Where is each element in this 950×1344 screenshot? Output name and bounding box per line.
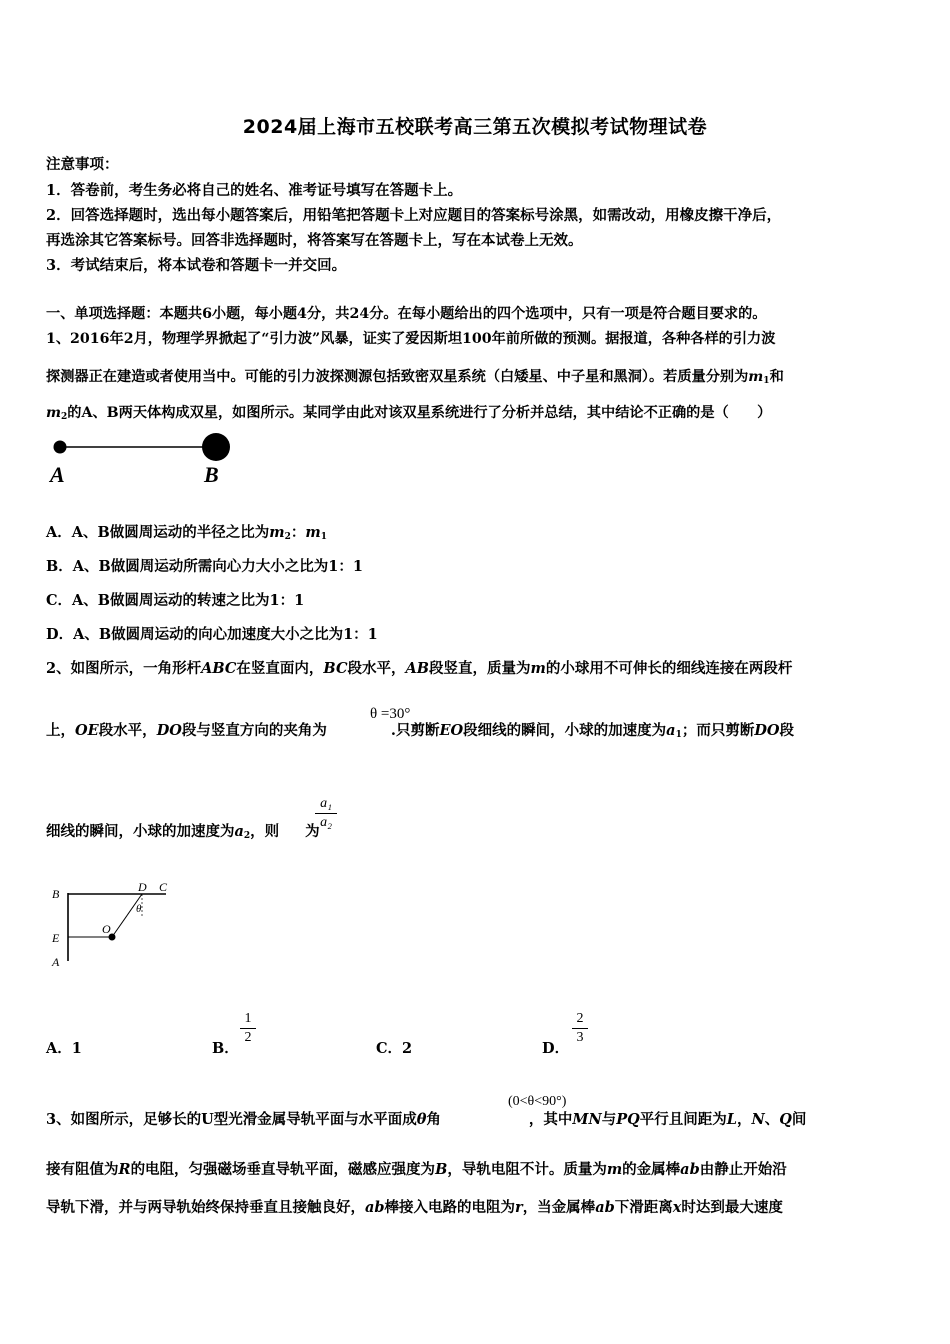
q1-line-1: 1、2016年2月，物理学界掀起了“引力波”风暴，证实了爱因斯坦100年前所做的预测。据报道，各种各样的引力波 — [46, 331, 776, 347]
label-o: O — [102, 922, 111, 936]
q2-option-d-label[interactable]: D． — [542, 1040, 570, 1057]
q1-line-2: 探测器正在建造或者使用当中。可能的引力波探测源包括致密双星系统（白矮星、中子星和黑洞）。若质量分别为$m_1$和 — [46, 369, 784, 386]
star-b-label: B — [204, 462, 219, 487]
binary-star-figure — [46, 430, 246, 490]
notice-item-1: 1．答卷前，考生务必将自己的姓名、准考证号填写在答题卡上。 — [46, 182, 463, 199]
star-b — [202, 433, 230, 461]
q1-option-b[interactable]: B．A、B做圆周运动所需向心力大小之比为1：1 — [46, 558, 363, 575]
star-a — [54, 441, 67, 454]
notice-item-3: 3．考试结束后，将本试卷和答题卡一并交回。 — [46, 257, 347, 274]
q1-line-3: $m_2$的A、B两天体构成双星，如图所示。某同学由此对该双星系统进行了分析并总结，其中结论不正确的是（ ） — [46, 405, 772, 422]
label-c: C — [159, 880, 168, 894]
q2-line-2: 上，OE段水平，DO段与竖直方向的夹角为 .只剪断EO段细线的瞬间，小球的加速度为$a_1$；而只剪断DO段 — [46, 722, 795, 740]
label-b: B — [52, 887, 60, 901]
ratio-denominator: a₂ — [320, 815, 332, 830]
ratio-numerator: a₁ — [320, 796, 332, 811]
q2-option-b-fraction[interactable]: 1 2 — [240, 1010, 256, 1047]
q3-angle-range: (0<θ<90°) — [508, 1094, 567, 1109]
notice-heading: 注意事项： — [46, 156, 119, 173]
label-d: D — [138, 880, 147, 894]
star-a-label: A — [50, 462, 65, 487]
q1-option-c[interactable]: C．A、B做圆周运动的转速之比为1：1 — [46, 592, 305, 609]
notice-item-2: 2．回答选择题时，选出每小题答案后，用铅笔把答题卡上对应题目的答案标号涂黑，如需改动，用橡皮擦干净后， — [46, 207, 782, 224]
string-do — [112, 894, 142, 937]
label-theta: θ — [136, 903, 142, 915]
q2-option-b-label[interactable]: B． — [212, 1040, 239, 1057]
label-e: E — [52, 931, 60, 945]
q2-option-a[interactable]: A．1 — [46, 1040, 82, 1057]
q3-line-3: 导轨下滑，并与两导轨始终保持垂直且接触良好，ab棒接入电路的电阻为r，当金属棒ab下滑距离x时达到最大速度 — [46, 1199, 783, 1216]
q1-option-a[interactable]: A．A、B做圆周运动的半径之比为$m_2$：$m_1$ — [46, 524, 327, 542]
q2-option-c[interactable]: C．2 — [376, 1040, 413, 1057]
q2-angle-formula: θ =30° — [370, 706, 411, 722]
label-a: A — [52, 955, 60, 969]
q1-option-d[interactable]: D．A、B做圆周运动的向心加速度大小之比为1：1 — [46, 626, 378, 643]
q2-option-d-fraction[interactable]: 2 3 — [572, 1010, 588, 1047]
q3-line-1: 3、如图所示，足够长的U型光滑金属导轨平面与水平面成θ角 ，其中MN与PQ平行且间距为L，N、Q间 — [46, 1111, 807, 1128]
q3-line-2: 接有阻值为R的电阻，匀强磁场垂直导轨平面，磁感应强度为B，导轨电阻不计。质量为m的金属棒ab由静止开始沿 — [46, 1161, 787, 1178]
q2-line-3: 细线的瞬间，小球的加速度为$a_2$，则 为 — [46, 823, 320, 841]
notice-item-2-cont: 再选涂其它答案标号。回答非选择题时，将答案写在答题卡上，写在本试卷上无效。 — [46, 232, 583, 249]
section-1-header: 一、单项选择题：本题共6小题，每小题4分，共24分。在每小题给出的四个选项中，只有一项是符合题目要求的。 — [46, 306, 767, 322]
q2-line-1: 2、如图所示，一角形杆ABC在竖直面内，BC段水平，AB段竖直，质量为m的小球用不可伸长的细线连接在两段杆 — [46, 660, 793, 677]
exam-title: 2024届上海市五校联考高三第五次模拟考试物理试卷 — [242, 116, 708, 138]
q2-ratio-fraction — [315, 795, 337, 832]
angle-rod-figure — [46, 876, 186, 976]
